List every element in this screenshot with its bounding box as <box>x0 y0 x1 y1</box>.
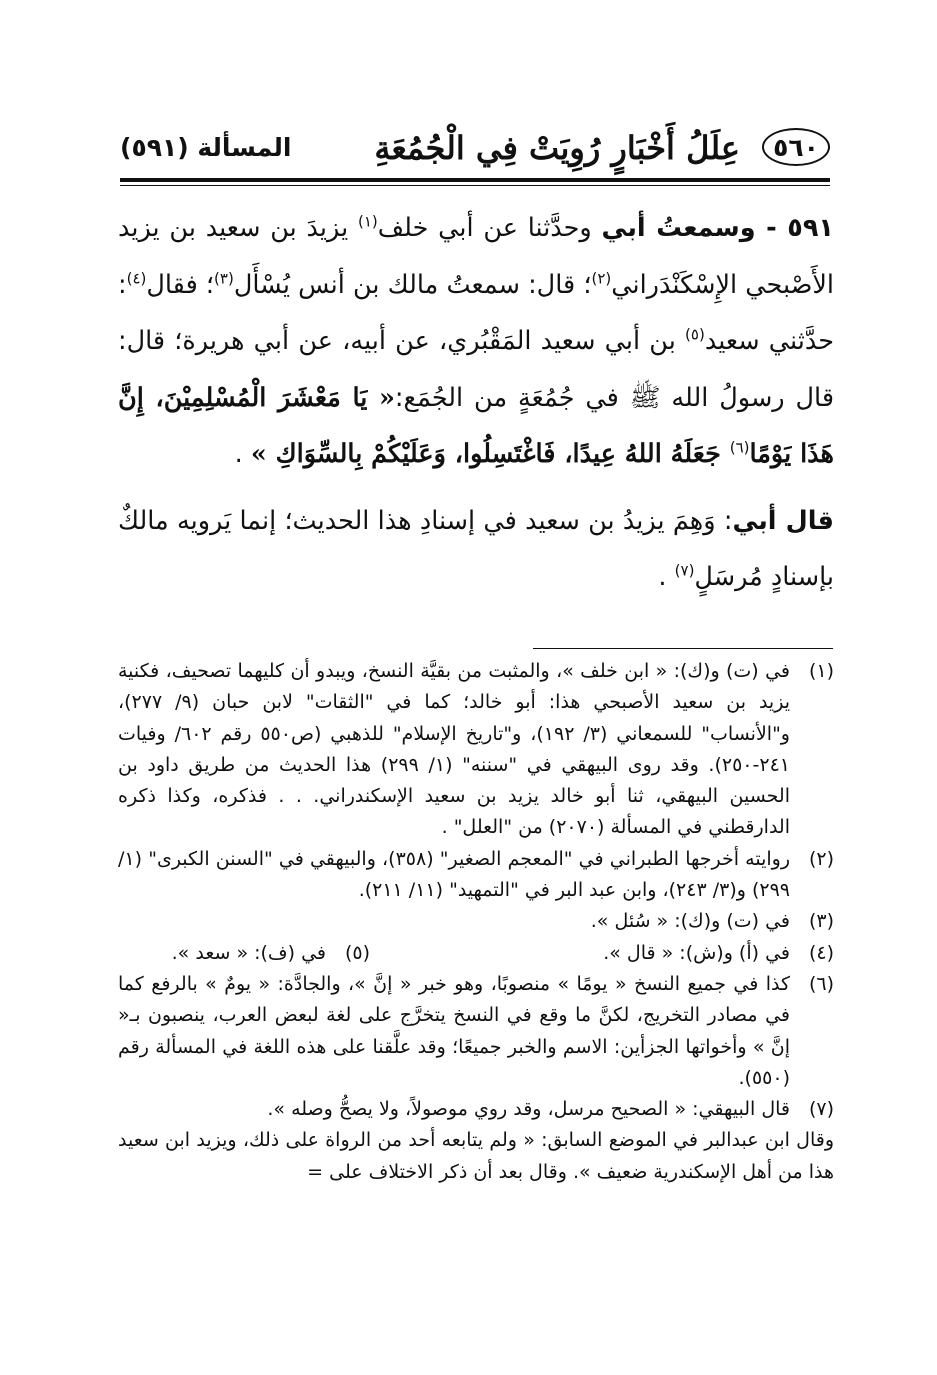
footnote-text: في (ت) و(ك): « سُئل ». <box>590 910 790 933</box>
footnote-number: (٢) <box>808 847 834 870</box>
footnotes <box>118 656 834 1188</box>
footnote-text: في (ت) و(ك): « ابن خلف »، والمثبت من بقيَّة النسخ، ويبدو أن كليهما تصحيف، فكنية يزيد بن سعيد الأصبحي هذا: أبو خالد؛ كما في "الثقات" لابن حبان (٩/ ٢٧٧)، و"الأنساب" للسمعاني (٣/ ١٩٢)، و"تاريخ الإسلام" للذهبي (ص٥٥٠ رقم ٦٠٢/ وفيات ٢٤١-٢٥٠). وقد روى البيهقي في "سننه" (١/ ٢٩٩) هذا الحديث من طريق داود بن الحسين البيهقي، ثنا أبو خالد يزيد بن سعيد الإسكندراني. . . فذكره، وكذا ذكره الدارقطني في المسألة (٢٠٧٠) من "العلل" . <box>118 660 790 839</box>
text-segment: وحدَّثنا عن أبي خلف <box>377 213 602 243</box>
text-segment: . <box>234 439 251 469</box>
footnote-text: كذا في جميع النسخ « يومًا » منصوبًا، وهو خبر « إنَّ »، والجادَّة: « يومٌ » بالرفع كما في مصادر التخريج، لكنَّ ما وقع في النسخ يتخرَّج على لغة لبعض العرب، ينصبون بـ« إنَّ » وأخواتها الجزأين: الاسم والخبر جميعًا؛ وقد علَّقنا على هذه اللغة في المسألة رقم (٥٥٠). <box>118 972 790 1089</box>
footnote-text: في (ف): « سعد ». <box>171 941 326 964</box>
issue-label: المسألة (٥٩١) <box>120 133 292 162</box>
footnote-number: (١) <box>808 660 834 682</box>
issue-number: ٥٩١ - <box>755 213 834 243</box>
footnote-ref[interactable]: (٣) <box>214 269 234 287</box>
footnote-ref[interactable]: (٧) <box>674 561 695 580</box>
footnote-number: (٣) <box>808 910 834 933</box>
text-segment: يزيدَ بن سعيد بن يزيد الأَصْبحي الإِسْكَنْدَراني <box>118 213 834 300</box>
footnote-ref[interactable]: (٤) <box>126 269 147 287</box>
footnote-7 <box>118 1094 834 1125</box>
footnote-4 <box>370 938 834 969</box>
footnote-2 <box>118 844 834 907</box>
footnote-number: (٦) <box>808 972 834 995</box>
footnote-number: (٧) <box>808 1098 834 1121</box>
narrator-label: قال أبي <box>732 505 834 536</box>
footnote-1 <box>118 656 834 844</box>
footnote-text: قال البيهقي: « الصحيح مرسل، وقد روي موصولاً، ولا يصحُّ وصله ». <box>267 1098 790 1121</box>
text-segment: : حدَّثني سعيد <box>118 269 834 356</box>
text-segment: ؛ قال: سمعتُ مالك بن أنس يُسْأَل <box>233 269 592 300</box>
footnote-ref[interactable]: (١) <box>357 212 378 231</box>
text-segment: بن أبي سعيد المَقْبُري، عن أبيه، عن أبي هريرة؛ قال: قال رسولُ الله ﷺ في جُمُعَةٍ من الجُمَع: <box>118 326 835 413</box>
footnote-ref[interactable]: (٦) <box>729 438 750 457</box>
footnote-5 <box>172 938 370 969</box>
book-title: عِلَلُ أَخْبَارٍ رُوِيَتْ فِي الْجُمُعَةِ <box>374 129 740 167</box>
text-segment: . <box>658 562 675 592</box>
footnote-number: (٤) <box>808 941 834 964</box>
footnote-text: في (أ) و(ش): « قال ». <box>603 941 790 964</box>
hadith-text: « يَا مَعْشَرَ الْمُسْلِمِيْنَ، إِنَّ هَذَا يَوْمًا <box>118 382 834 469</box>
page-header <box>120 126 830 178</box>
footnote-number: (٥) <box>344 941 370 964</box>
footnote-text: روايته أخرجها الطبراني في "المعجم الصغير" (٣٥٨)، والبيهقي في "السنن الكبرى" (١/ ٢٩٩) و(٣/ ٢٤٣)، وابن عبد البر في "التمهيد" (١١/ ٢١١). <box>118 847 790 902</box>
paragraph-comment <box>118 493 834 606</box>
footnote-separator <box>533 648 833 649</box>
narrator-label: وسمعتُ أبي <box>601 213 756 243</box>
text-segment: ؛ فقال <box>146 269 215 300</box>
header-rule-thick <box>120 178 830 182</box>
footnote-3 <box>118 906 834 937</box>
main-text <box>118 200 834 606</box>
footnote-7-continuation: وقال ابن عبدالبر في الموضع السابق: « ولم يتابعه أحد من الرواة على ذلك، ويزيد ابن سعيد هذا من أهل الإسكندرية ضعيف ». وقال بعد أن ذكر الاختلاف على = <box>118 1129 834 1183</box>
footnote-ref[interactable]: (٢) <box>591 269 612 287</box>
paragraph-hadith <box>118 200 834 483</box>
footnote-row-4-5 <box>118 938 834 969</box>
hadith-text: جَعَلَهُ اللهُ عِيدًا، فَاغْتَسِلُوا، وَعَلَيْكُمْ بِالسِّوَاكِ » <box>250 439 730 469</box>
header-rule-thin <box>120 185 830 186</box>
page-number: ٥٦٠ <box>762 128 830 166</box>
footnote-6 <box>118 969 834 1094</box>
footnote-ref[interactable]: (٥) <box>685 325 705 344</box>
text-segment: : وَهِمَ يزيدُ بن سعيد في إسنادِ هذا الحديث؛ إنما يَرويه مالكٌ بإسنادٍ مُرسَلٍ <box>118 505 834 592</box>
